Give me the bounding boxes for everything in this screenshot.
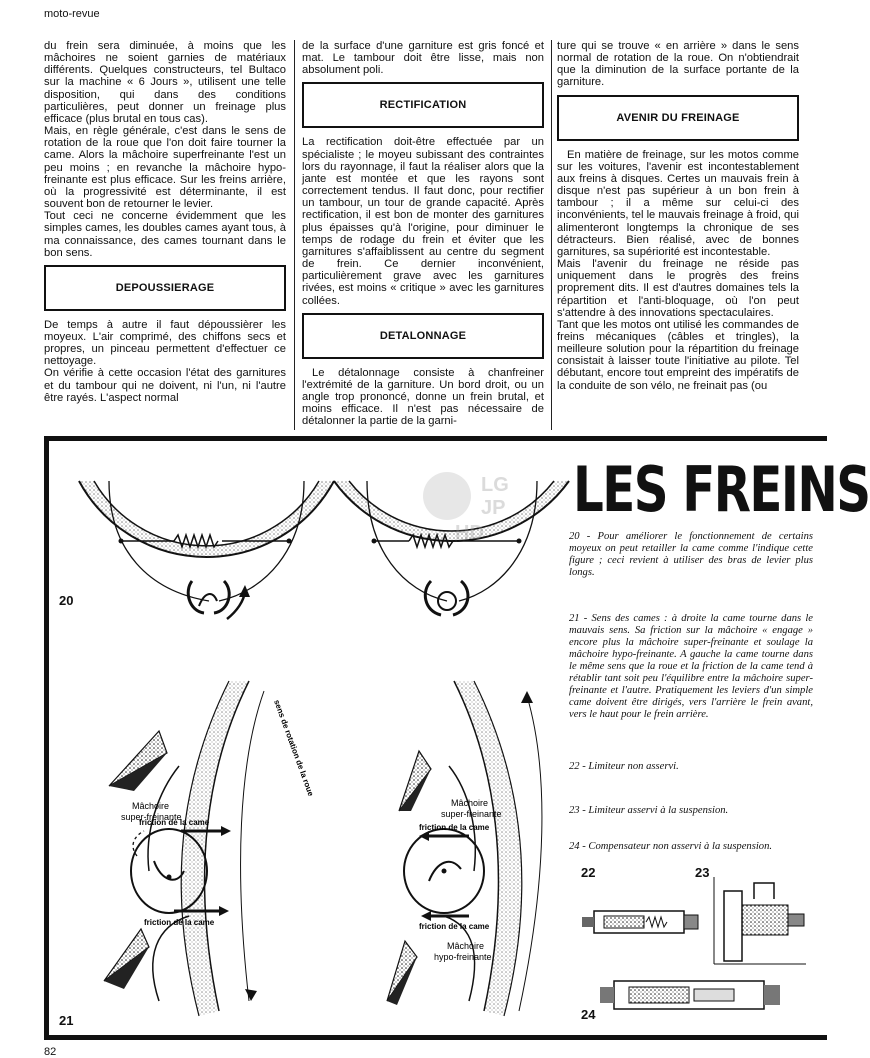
- label-friction: friction de la came: [419, 922, 490, 931]
- column-divider: [294, 40, 295, 430]
- label-super-line1: Mâchoire: [132, 801, 170, 811]
- figure-20-drum-brakes: [49, 441, 569, 641]
- column-3: [557, 40, 799, 392]
- figure-number-23: 23: [695, 865, 710, 880]
- col1-paragraph: On vérifie à cette occasion l'état des garnitures et du tambour qui ne doivent, ni l'un, ni l'autre être rayés. L'aspect normal: [44, 367, 286, 404]
- watermark-text: HD: [455, 522, 484, 544]
- section-heading-depoussierage: DEPOUSSIERAGE: [44, 265, 286, 311]
- cam-assembly-right: [387, 681, 542, 1016]
- col1-paragraph: du frein sera diminuée, à moins que les mâchoires ne soient garnies de matériaux différents. Quelques constructeurs, tel Bultaco sur la machine « 6 Jours », utilisent une telle disposition, qui dans des conditions particulières, peut donner un freinage plus efficace (plus brutal en tous cas).: [44, 40, 286, 125]
- figures-22-24-limiters: [574, 869, 809, 1039]
- figure-number-21: 21: [59, 1013, 74, 1028]
- label-super-line2: super-freinante: [121, 812, 182, 822]
- panel-title: LES FREINS: [573, 453, 870, 526]
- col1-paragraph: Mais, en règle générale, c'est dans le sens de rotation de la roue que l'on doit faire tourner la came. Alors la mâchoire superfreinante l'est un peu moins ; en revanche la mâchoire hypo-freinante est plus efficace. Sur les freins arrière, où la progressivité est déterminante, il est souvent bon de retourner le levier.: [44, 125, 286, 211]
- cam-assembly-left: [104, 681, 316, 1016]
- section-heading-detalonnage: DETALONNAGE: [302, 313, 544, 359]
- compensator-24: [600, 981, 780, 1009]
- column-1: [44, 40, 286, 404]
- col2-paragraph: La rectification doit-être effectuée par un spécialiste ; le moyeu subissant des contraintes lors du rayonnage, il faut la réaliser alors que la jante est montée et que les rayons sont correctement tendus. Il faut donc, pour rectifier un tambour, un tour de grande capacité. Après rectification, il est bon de monter des garnitures plus épaisses qu'à l'origine, pour diminuer le temps de rodage du frein et éviter que les garnitures s'affaiblissent au centre du segment de frein. Ce dernier inconvénient, particulièrement grave avec les garnitures rivées, est moins « critique » avec les garnitures collées.: [302, 136, 544, 307]
- col3-paragraph: En matière de freinage, sur les motos comme sur les voitures, l'avenir est incontestablement aux freins à disques. Certes un mauvais frein à disque n'est pas supérieur à un bon frein à tambour ; il a même sur celui-ci des inconvénients, tel le mauvais freinage à froid, qui alimenteront longtemps la chronique de ses détracteurs. Bien réalisé, avec de bonnes garnitures, sa supériorité est incontestable.: [557, 148, 799, 258]
- caption-20: 20 - Pour améliorer le fonctionnement de certains moyeux on peut retailler la came comme l'indique cette figure ; ceci revient à utiliser des bras de levier plus longs.: [569, 531, 813, 578]
- col3-paragraph: Mais l'avenir du freinage ne réside pas uniquement dans le progrès des freins proprement dits. Il est d'autres domaines tels la répartition et l'anti-bloquage, où l'on peut s'attendre à des innovations spectaculaires.: [557, 258, 799, 319]
- column-2: [302, 40, 544, 427]
- figure-number-22: 22: [581, 865, 596, 880]
- caption-24: 24 - Compensateur non asservi à la suspension.: [569, 841, 773, 852]
- col2-paragraph: Le détalonnage consiste à chanfreiner l'extrémité de la garniture. Un bord droit, ou un angle trop prononcé, donne un frein brutal, et moins efficace. Il n'est pas nécessaire de détalonner la partie de la garni-: [302, 366, 544, 428]
- label-friction: friction de la came: [144, 918, 215, 927]
- col1-paragraph: Tout ceci ne concerne évidemment que les simples cames, les doubles cames ayant tous, à ma connaissance, des cames tournant dans le bon sens.: [44, 210, 286, 259]
- section-heading-rectification: RECTIFICATION: [302, 82, 544, 128]
- label-super-line1: Mâchoire: [451, 798, 489, 808]
- caption-23: 23 - Limiteur asservi à la suspension.: [569, 805, 729, 816]
- column-divider: [551, 40, 552, 430]
- page-number: 82: [44, 1046, 57, 1058]
- section-heading-avenir-du-freinage: AVENIR DU FREINAGE: [557, 95, 799, 141]
- figure-panel: [44, 436, 870, 1040]
- running-head: moto-revue: [44, 8, 100, 20]
- label-friction: friction de la came: [139, 818, 210, 827]
- col2-paragraph: de la surface d'une garniture est gris foncé et mat. Le tambour doit être lisse, mais non absolument poli.: [302, 40, 544, 77]
- figure-number-20: 20: [59, 593, 74, 608]
- limiter-23: [714, 877, 806, 964]
- watermark-text: JP: [481, 497, 506, 519]
- label-hypo-line1: Mâchoire: [447, 941, 485, 951]
- caption-22: 22 - Limiteur non asservi.: [569, 761, 679, 772]
- col3-paragraph: ture qui se trouve « en arrière » dans le sens normal de rotation de la roue. On n'obtiendrait que la diminution de la surface portante de la garniture.: [557, 40, 799, 89]
- label-friction: friction de la came: [419, 823, 490, 832]
- caption-21: 21 - Sens des cames : à droite la came tourne dans le mauvais sens. Sa friction sur la mâchoire « engage » encore plus la mâchoire super-freinante et soulage la mâchoire hypo-freinante. A gauche la came tourne dans le même sens que la roue et la friction de la came tend à rétablir tant soit peu l'équilibre entre la mâchoire super-freinante et l'autre. Pratiquement les leviers d'un simple came doivent être dirigés, vers l'arrière le frein avant, vers le haut pour le frein arrière.: [569, 613, 813, 720]
- figure-number-24: 24: [581, 1007, 596, 1022]
- col3-paragraph: Tant que les motos ont utilisé les commandes de freins mécaniques (câbles et tringles), la meilleure solution pour la répartition du freinage consistait à laisser toute l'initiative au pilote. Tel débutant, encore tout empreint des impératifs de la conduite de son vélo, ne freinait pas (ou: [557, 318, 799, 392]
- label-sens-rotation: sens de rotation de la roue: [272, 698, 316, 798]
- figure-21-cam-direction: [49, 671, 569, 1031]
- col1-paragraph: De temps à autre il faut dépoussièrer les moyeux. L'air comprimé, des chiffons secs et propres, un pinceau permettent d'effectuer ce nettoyage.: [44, 318, 286, 368]
- drum-left: [79, 481, 334, 619]
- watermark-text: LG: [481, 474, 509, 496]
- label-super-line2: super-freinante: [441, 809, 502, 819]
- limiter-22: [582, 911, 698, 933]
- label-hypo-line2: hypo-freinante: [434, 952, 492, 962]
